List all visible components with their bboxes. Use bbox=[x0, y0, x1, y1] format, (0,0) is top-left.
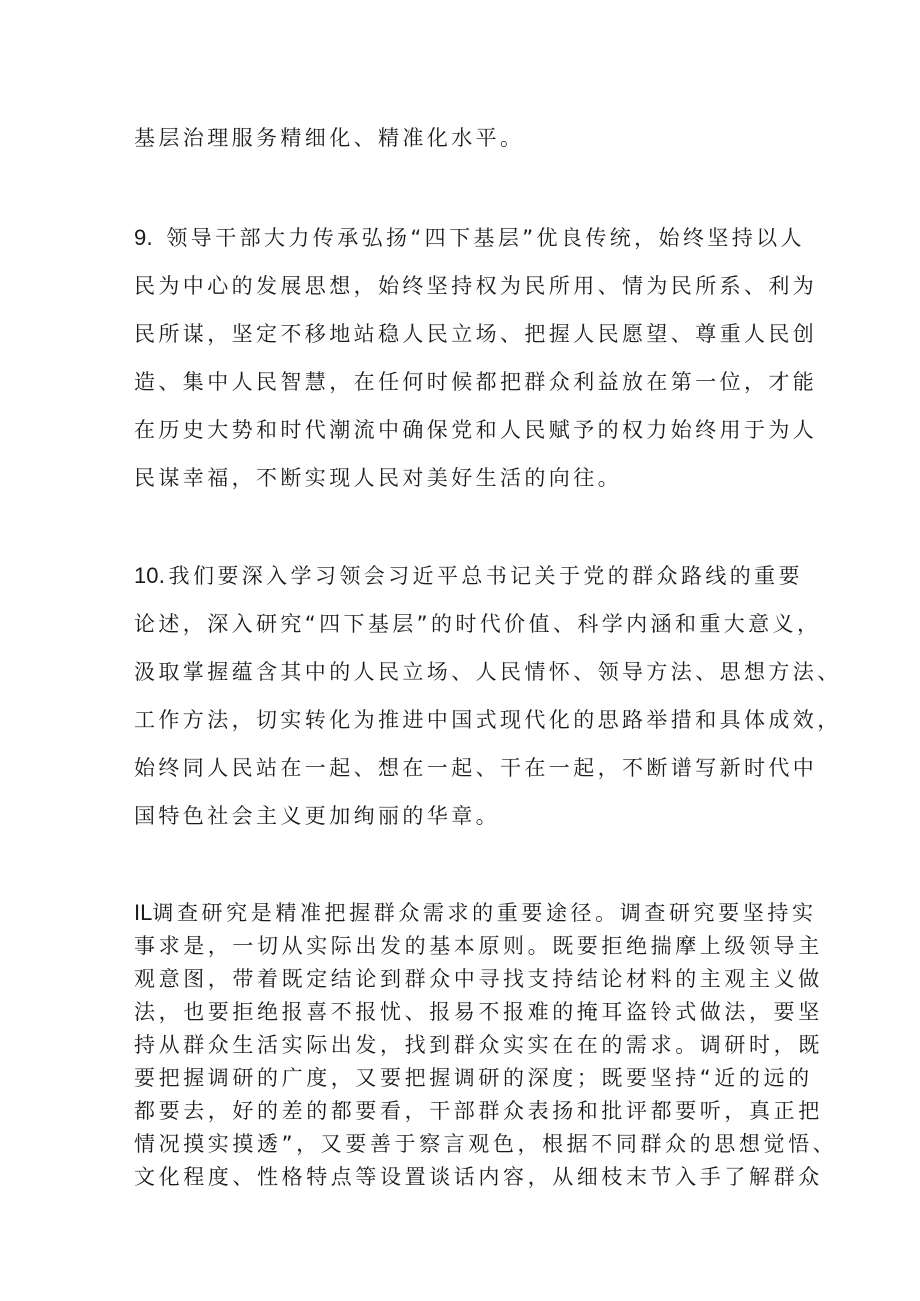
paragraph-line: .我们要深入学习领会习近平总书记关于党的群众路线的重要 bbox=[158, 564, 803, 588]
paragraph-line: 情况摸实摸透”，又要善于察言观色，根据不同群众的思想觉悟、 bbox=[134, 1132, 838, 1156]
paragraph-line: 民为中心的发展思想，始终坚持权为民所用、情为民所系、利为 bbox=[134, 274, 818, 298]
paragraph-line: 调查研究是精准把握群众需求的重要途径。调查研究要坚持实 bbox=[152, 901, 817, 925]
paragraph-line: 法，也要拒绝报喜不报忧、报易不报难的掩耳盗铃式做法，要坚 bbox=[134, 1000, 823, 1024]
paragraph-line: 民所谋，坚定不移地站稳人民立场、把握人民愿望、尊重人民创 bbox=[134, 322, 818, 346]
paragraph-item-9 bbox=[134, 214, 818, 502]
paragraph-line: 都要去，好的差的都要看，干部群众表扬和批评都要听，真正把 bbox=[134, 1099, 823, 1123]
paragraph-line: 持从群众生活实际出发，找到群众实实在在的需求。调研时，既 bbox=[134, 1033, 823, 1057]
paragraph-line: 始终同人民站在一起、想在一起、干在一起，不断谱写新时代中 bbox=[134, 756, 818, 780]
paragraph-line: 事求是，一切从实际出发的基本原则。既要拒绝揣摩上级领导主 bbox=[134, 934, 823, 958]
paragraph-line: 文化程度、性格特点等设置谈话内容，从细枝末节入手了解群众 bbox=[134, 1165, 823, 1189]
paragraph-line: 国特色社会主义更加绚丽的华章。 bbox=[134, 804, 500, 828]
item-number: IL bbox=[134, 900, 153, 925]
paragraph-item-10 bbox=[134, 552, 842, 840]
paragraph-first-line bbox=[134, 214, 805, 262]
paragraph-line: 基层治理服务精细化、精准化水平。 bbox=[134, 126, 525, 150]
paragraph-line: 在历史大势和时代潮流中确保党和人民赋予的权力始终用于为人 bbox=[134, 418, 818, 442]
paragraph-line: . 领导干部大力传承弘扬“四下基层”优良传统，始终坚持以人 bbox=[146, 226, 805, 250]
paragraph-line: 民谋幸福，不断实现人民对美好生活的向往。 bbox=[134, 466, 622, 490]
item-number: 10 bbox=[134, 563, 159, 588]
paragraph-line: 论述，深入研究“四下基层”的时代价值、科学内涵和重大意义， bbox=[134, 612, 822, 636]
paragraph-first-line bbox=[134, 896, 817, 930]
paragraph-first-line bbox=[134, 552, 803, 600]
paragraph-line: 汲取掌握蕴含其中的人民立场、人民情怀、领导方法、思想方法、 bbox=[134, 660, 842, 684]
paragraph-intro bbox=[134, 118, 794, 158]
paragraph-item-11 bbox=[134, 896, 838, 1194]
paragraph-line: 造、集中人民智慧，在任何时候都把群众利益放在第一位，才能 bbox=[134, 370, 818, 394]
paragraph-line: 要把握调研的广度，又要把握调研的深度；既要坚持“近的远的 bbox=[134, 1066, 813, 1090]
item-number: 9 bbox=[134, 225, 147, 250]
paragraph-line: 观意图，带着既定结论到群众中寻找支持结论材料的主观主义做 bbox=[134, 967, 823, 991]
paragraph-line: 工作方法，切实转化为推进中国式现代化的思路举措和具体成效， bbox=[134, 708, 842, 732]
